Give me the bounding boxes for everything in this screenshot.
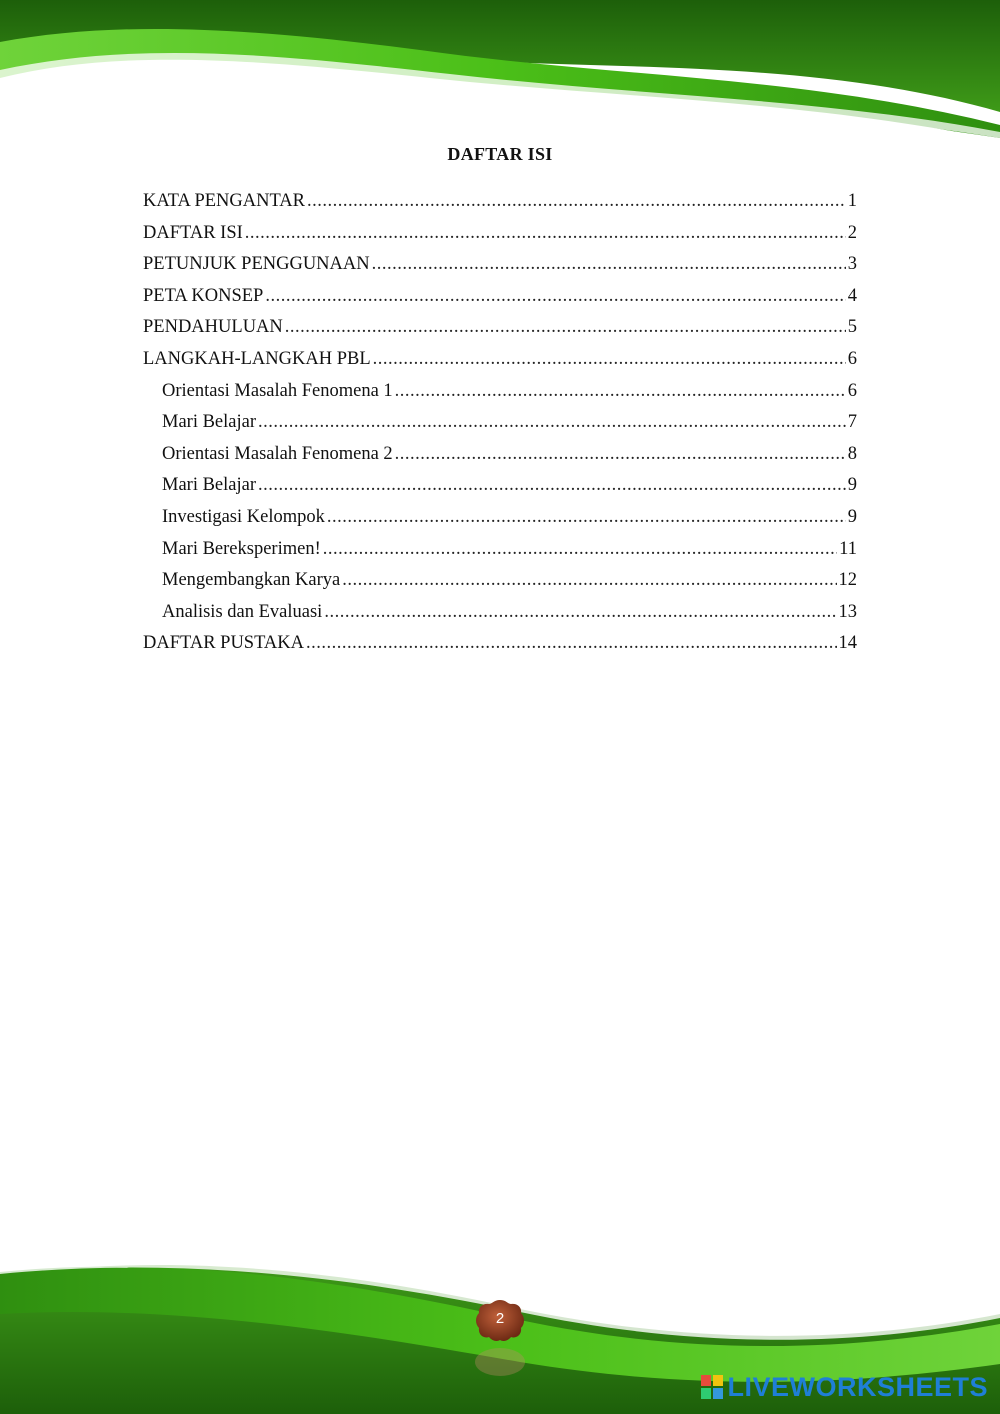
toc-entry-label: Mari Belajar <box>162 412 256 433</box>
toc-subentry[interactable] <box>143 470 857 502</box>
toc-entry-label: Analisis dan Evaluasi <box>162 601 323 622</box>
toc-subentry[interactable] <box>143 597 857 629</box>
toc-leader-dots <box>395 439 846 471</box>
toc-entry-label: DAFTAR PUSTAKA <box>143 633 304 654</box>
toc-entry-page: 11 <box>839 538 857 559</box>
page-number-badge <box>473 1298 527 1342</box>
toc-entry-page: 5 <box>847 317 857 338</box>
toc-leader-dots <box>342 565 836 597</box>
toc-entry-page: 3 <box>847 254 857 275</box>
toc-entry[interactable] <box>143 186 857 218</box>
toc-entry-label: PETUNJUK PENGGUNAAN <box>143 254 370 275</box>
toc-leader-dots <box>324 597 836 629</box>
toc-leader-dots <box>258 470 846 502</box>
page-number: 2 <box>495 1310 505 1327</box>
toc-entry-page: 6 <box>847 380 857 401</box>
toc-entry-page: 12 <box>838 570 857 591</box>
toc-subentry[interactable] <box>143 565 857 597</box>
toc-entry-label: PETA KONSEP <box>143 285 264 306</box>
toc-leader-dots <box>327 502 846 534</box>
toc-entry-page: 9 <box>847 506 857 527</box>
toc-entry-label: PENDAHULUAN <box>143 317 283 338</box>
toc-entry-label: DAFTAR ISI <box>143 222 243 243</box>
toc-entry[interactable] <box>143 218 857 250</box>
toc-entry-page: 1 <box>847 191 857 211</box>
page-title: DAFTAR ISI <box>447 144 553 164</box>
toc-entry-label: Mari Belajar <box>162 475 256 496</box>
toc-entry-label: Orientasi Masalah Fenomena 1 <box>162 380 393 401</box>
toc-entry[interactable] <box>143 312 857 344</box>
toc-entry-page: 7 <box>847 412 857 433</box>
toc-entry-page: 9 <box>847 475 857 496</box>
toc-leader-dots <box>265 281 845 313</box>
toc-entry-page: 6 <box>847 348 857 369</box>
toc-leader-dots <box>373 344 846 376</box>
liveworksheets-wordmark: LIVEWORKSHEETS <box>727 1371 988 1402</box>
toc-leader-dots <box>285 312 846 344</box>
toc-leader-dots <box>307 186 846 218</box>
toc-entry-label: KATA PENGANTAR <box>143 191 306 211</box>
toc-subentry[interactable] <box>143 502 857 534</box>
toc-entry-page: 8 <box>847 443 857 464</box>
table-of-contents <box>143 186 857 660</box>
toc-entry[interactable] <box>143 281 857 313</box>
toc-leader-dots <box>372 249 846 281</box>
toc-leader-dots <box>258 407 846 439</box>
toc-entry-page: 13 <box>838 601 857 622</box>
toc-subentry[interactable] <box>143 439 857 471</box>
toc-entry-page: 2 <box>847 222 857 243</box>
toc-entry-page: 4 <box>847 285 857 306</box>
page-badge-reflection <box>473 1348 527 1384</box>
toc-subentry[interactable] <box>143 407 857 439</box>
toc-entry-label: Orientasi Masalah Fenomena 2 <box>162 443 393 464</box>
toc-entry-page: 14 <box>838 633 857 654</box>
liveworksheets-branding[interactable] <box>701 1372 988 1402</box>
toc-entry-label: LANGKAH-LANGKAH PBL <box>143 348 371 369</box>
toc-entry[interactable] <box>143 344 857 376</box>
toc-subentry[interactable] <box>143 376 857 408</box>
toc-entry-label: Investigasi Kelompok <box>162 506 325 527</box>
header-wave-decoration <box>0 0 1000 140</box>
toc-leader-dots <box>323 534 837 566</box>
toc-entry[interactable] <box>143 249 857 281</box>
toc-entry-label: Mari Bereksperimen! <box>162 538 321 559</box>
toc-leader-dots <box>395 376 846 408</box>
toc-leader-dots <box>306 628 837 660</box>
liveworksheets-logo-icon <box>701 1375 723 1399</box>
toc-entry-label: Mengembangkan Karya <box>162 570 341 591</box>
toc-subentry[interactable] <box>143 534 857 566</box>
toc-entry[interactable] <box>143 628 857 660</box>
toc-leader-dots <box>245 218 846 250</box>
